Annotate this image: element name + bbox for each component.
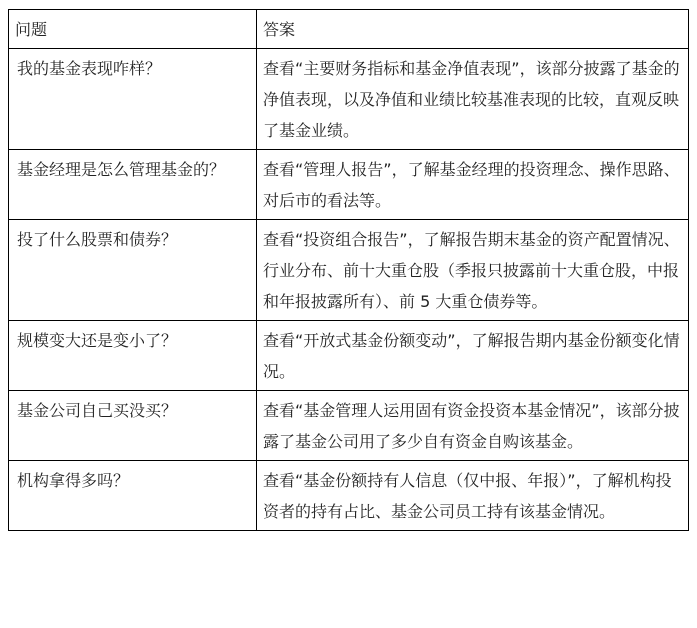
answer-cell: 查看“基金管理人运用固有资金投资本基金情况”，该部分披露了基金公司用了多少自有资金自购该基金。	[257, 391, 689, 461]
question-cell: 我的基金表现咋样？	[9, 49, 257, 150]
answer-cell: 查看“基金份额持有人信息（仅中报、年报）”，了解机构投资者的持有占比、基金公司员工持有该基金情况。	[257, 461, 689, 531]
table-row	[9, 321, 689, 391]
question-cell: 基金经理是怎么管理基金的？	[9, 150, 257, 220]
answer-cell: 查看“管理人报告”，了解基金经理的投资理念、操作思路、对后市的看法等。	[257, 150, 689, 220]
answer-cell: 查看“投资组合报告”，了解报告期末基金的资产配置情况、行业分布、前十大重仓股（季报只披露前十大重仓股，中报和年报披露所有）、前 5 大重仓债券等。	[257, 220, 689, 321]
qa-table	[8, 9, 689, 531]
table-row	[9, 391, 689, 461]
question-cell: 规模变大还是变小了？	[9, 321, 257, 391]
question-cell: 基金公司自己买没买？	[9, 391, 257, 461]
header-answer: 答案	[257, 10, 689, 49]
table-row	[9, 461, 689, 531]
question-cell: 机构拿得多吗？	[9, 461, 257, 531]
question-cell: 投了什么股票和债券？	[9, 220, 257, 321]
table-row	[9, 150, 689, 220]
answer-cell: 查看“主要财务指标和基金净值表现”，该部分披露了基金的净值表现，以及净值和业绩比较基准表现的比较，直观反映了基金业绩。	[257, 49, 689, 150]
table-row	[9, 49, 689, 150]
answer-cell: 查看“开放式基金份额变动”，了解报告期内基金份额变化情况。	[257, 321, 689, 391]
header-question: 问题	[9, 10, 257, 49]
table-header-row	[9, 10, 689, 49]
table-row	[9, 220, 689, 321]
